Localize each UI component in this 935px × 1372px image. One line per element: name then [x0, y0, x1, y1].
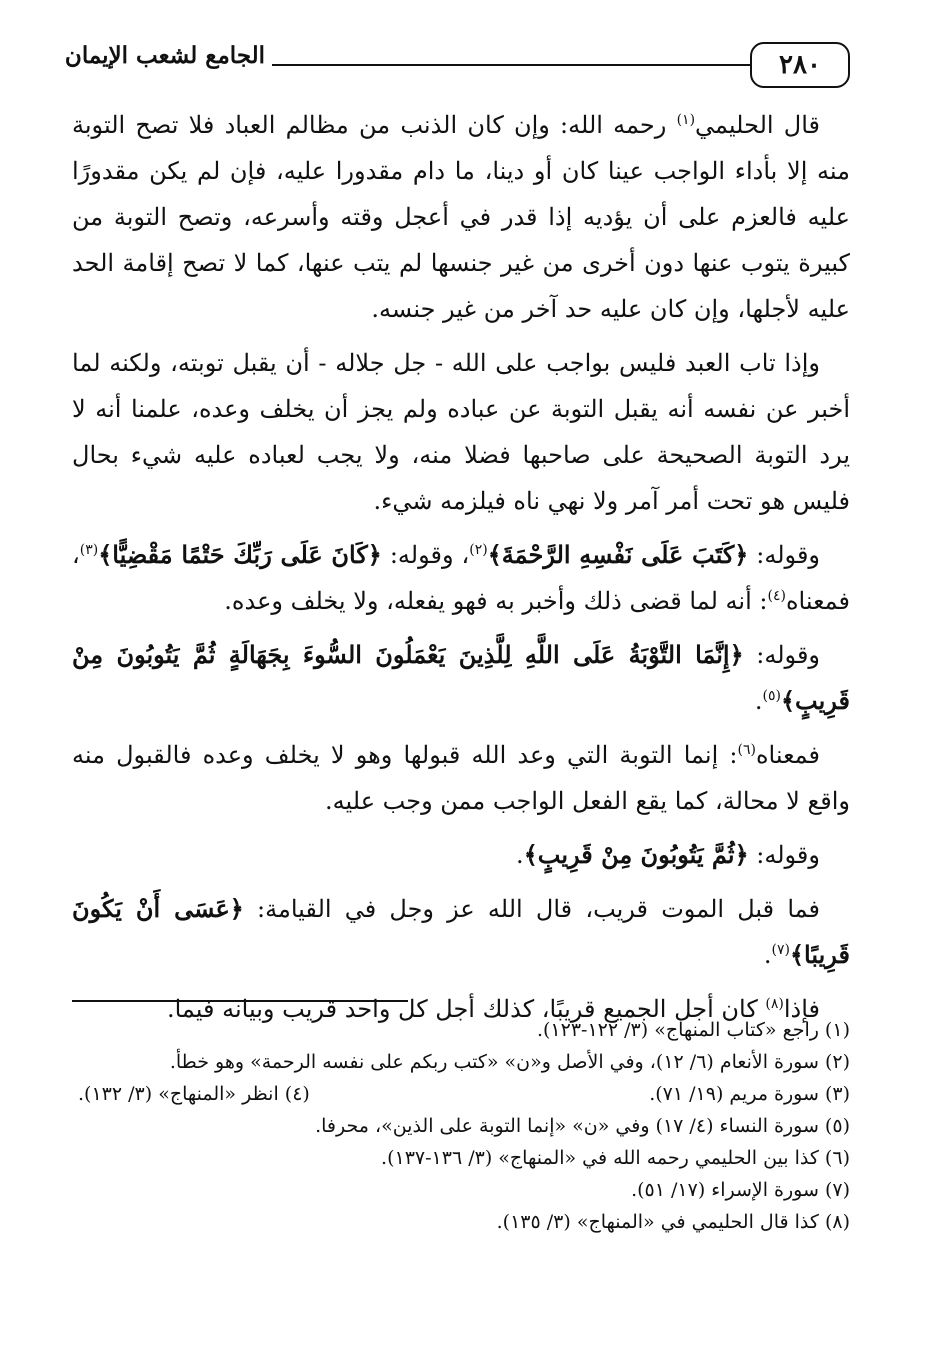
footnote-2: (٢) سورة الأنعام (٦/ ١٢)، وفي الأصل و«ن» «كتب ربكم على نفسه الرحمة» وهو خطأ. — [169, 1051, 850, 1073]
footnote-ref-7: (٧) — [771, 942, 790, 958]
running-title: الجامع لشعب الإيمان — [64, 42, 266, 69]
footnote-1: (١) راجع «كتاب المنهاج» (٣/ ١٢٢-١٢٣). — [536, 1019, 850, 1041]
footnote-ref-8: (٨) — [765, 996, 784, 1012]
text-segment: . — [754, 687, 763, 715]
page-number: ٢٨٠ — [750, 42, 850, 88]
quran-verse: ﴿ثُمَّ يَتُوبُونَ مِنْ قَرِيبٍ﴾ — [523, 840, 749, 869]
footnote-3: (٣) سورة مريم (١٩/ ٧١). — [649, 1083, 850, 1105]
text-segment: فمعناه — [755, 741, 820, 769]
header-rule — [272, 64, 752, 66]
quran-verse: ﴿عَسَى أَنْ يَكُونَ قَرِيبًا﴾ — [72, 894, 850, 969]
footnote-6: (٦) كذا بين الحليمي رحمه الله في «المنهاج» (٣/ ١٣٦-١٣٧). — [381, 1147, 850, 1169]
text-segment: . — [763, 941, 772, 969]
footnote-8: (٨) كذا قال الحليمي في «المنهاج» (٣/ ١٣٥). — [496, 1211, 850, 1233]
footnote-row — [72, 1078, 850, 1110]
quran-verse: ﴿إِنَّمَا التَّوْبَةُ عَلَى اللَّهِ لِلَّذِينَ يَعْمَلُونَ السُّوءَ بِجَهَالَةٍ ثُمَّ يَتُوبُونَ مِنْ قَرِيبٍ﴾ — [72, 640, 850, 715]
paragraph-3 — [72, 532, 850, 624]
footnote-separator — [72, 1000, 408, 1002]
paragraph-7 — [72, 886, 850, 978]
footnote-ref-3: (٣) — [79, 542, 99, 558]
footnote-ref-5: (٥) — [762, 688, 781, 704]
text-segment: وقوله: — [748, 541, 821, 569]
text-segment: كان أجل الجميع قريبًا، كذلك أجل كل واحد قريب وبيانه فيما. — [166, 995, 766, 1023]
page-header — [60, 32, 850, 94]
footnote-7: (٧) سورة الإسراء (١٧/ ٥١). — [631, 1179, 850, 1201]
text-segment: وقوله: — [743, 641, 821, 669]
paragraph-1 — [72, 102, 850, 332]
text-segment: . — [516, 841, 524, 869]
footnote-ref-1: (١) — [676, 112, 696, 128]
text-segment: ، وقوله: — [381, 541, 470, 569]
footnotes — [72, 1014, 850, 1238]
paragraph-4 — [72, 632, 850, 724]
quran-verse: ﴿كَتَبَ عَلَى نَفْسِهِ الرَّحْمَةَ﴾ — [487, 540, 749, 569]
paragraph-5 — [72, 732, 850, 824]
text-segment: ، فمعناه — [72, 541, 850, 615]
text-segment: : إنما التوبة التي وعد الله قبولها وهو لا يخلف وعده فالقبول منه واقع لا محالة، كما يقع الفعل الواجب ممن وجب عليه. — [72, 741, 850, 815]
footnote-ref-2: (٢) — [469, 542, 488, 558]
footnote-5: (٥) سورة النساء (٤/ ١٧) وفي «ن» «إنما التوبة على الذين»، محرفا. — [315, 1115, 850, 1137]
text-segment: : أنه لما قضى ذلك وأخبر به فهو يفعله، ولا يخلف وعده. — [224, 587, 768, 615]
text-segment: رحمه الله: وإن كان الذنب من مظالم العباد فلا تصح التوبة منه إلا بأداء الواجب عينا كان أو دينا، ما دام مقدورا عليه، فإن لم يكن مقدورًا عليه فالعزم على أن يؤديه إذا قدر في أعجل وقته وأسرعه، وتصح التوبة من كبيرة يتوب عنها دون أخرى من غير جنسها لم يتب عنها، كما لا تصح إقامة الحد عليه لأجلها، وإن كان عليه حد آخر من غير جنسه. — [72, 111, 850, 323]
text-segment: قال الحليمي — [695, 111, 821, 139]
paragraph-6 — [72, 832, 850, 878]
main-text — [72, 102, 850, 1032]
text-segment: فما قبل الموت قريب، قال الله عز وجل في القيامة: — [243, 895, 820, 923]
quran-verse: ﴿كَانَ عَلَى رَبِّكَ حَتْمًا مَقْضِيًّا﴾ — [98, 540, 382, 569]
paragraph-2: وإذا تاب العبد فليس بواجب على الله - جل جلاله - أن يقبل توبته، ولكنه لما أخبر عن نفسه أنه يقبل التوبة عن عباده ولم يجز أن يخلف وعده، علمنا أنه لا يرد التوبة الصحيحة على صاحبها فضلا منه، ولا يجب لعباده عليه شيء بحال فليس هو تحت أمر آمر ولا نهي ناه فيلزمه شيء. — [72, 349, 850, 515]
footnote-ref-4: (٤) — [767, 588, 786, 604]
text-segment: فإذا — [783, 995, 820, 1023]
text-segment: وقوله: — [748, 841, 820, 869]
footnote-4: (٤) انظر «المنهاج» (٣/ ١٣٢). — [78, 1083, 310, 1105]
footnote-ref-6: (٦) — [737, 742, 756, 758]
